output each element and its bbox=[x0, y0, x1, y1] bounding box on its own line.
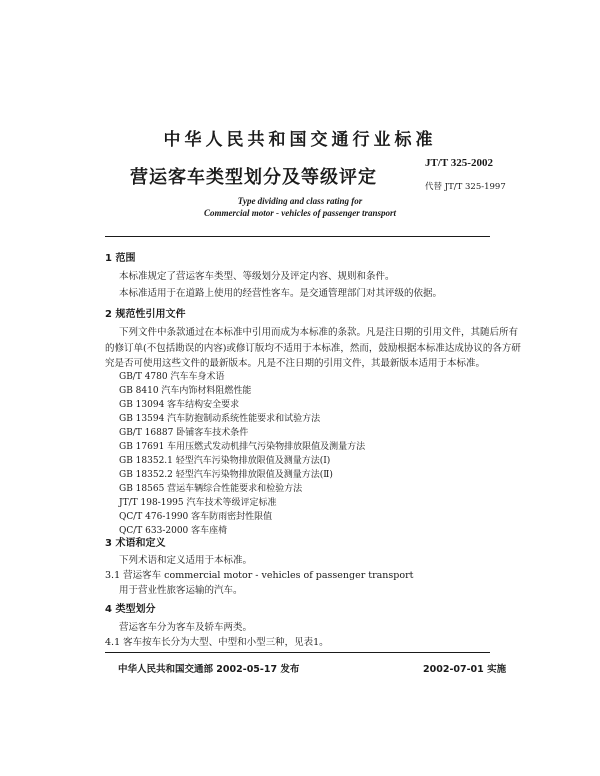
issue-date: 中华人民共和国交通部 2002-05-17 发布 bbox=[118, 664, 300, 675]
document-title-en bbox=[0, 195, 600, 219]
reference-item: GB 13094 客车结构安全要求 bbox=[119, 400, 240, 410]
effective-date: 2002-07-01 实施 bbox=[423, 664, 507, 675]
reference-item: GB 18352.1 轻型汽车污染物排放限值及测量方法(Ⅰ) bbox=[119, 456, 331, 466]
section-2-intro-line-3: 究是否可使用这些文件的最新版本。凡是不注日期的引用文件，其最新版本适用于本标准。 bbox=[105, 358, 486, 369]
header-divider bbox=[105, 236, 490, 237]
reference-item: QC/T 476-1990 客车防雨密封性限值 bbox=[119, 512, 273, 522]
title-en-line-1: Type dividing and class rating for bbox=[237, 196, 363, 206]
document-title-cn: 营运客车类型划分及等级评定 bbox=[130, 167, 377, 188]
section-1-line-2: 本标准适用于在道路上使用的经营性客车。是交通管理部门对其评级的依据。 bbox=[119, 288, 443, 299]
section-2-heading: 2 规范性引用文件 bbox=[105, 309, 186, 320]
section-3-intro: 下列术语和定义适用于本标准。 bbox=[119, 555, 253, 566]
reference-item: GB 13594 汽车防抱制动系统性能要求和试验方法 bbox=[119, 414, 321, 424]
section-2-intro-line-2: 的修订单(不包括勘误的内容)或修订版均不适用于本标准，然而，鼓励根据本标准达成协议的各方研 bbox=[105, 343, 521, 354]
reference-item: JT/T 198-1995 汽车技术等级评定标准 bbox=[119, 498, 277, 508]
title-en-line-2: Commercial motor - vehicles of passenger transport bbox=[204, 208, 396, 218]
reference-item: GB 8410 汽车内饰材料阻燃性能 bbox=[119, 386, 252, 396]
reference-item: QC/T 633-2000 客车座椅 bbox=[119, 526, 228, 536]
reference-item: GB 18565 营运车辆综合性能要求和检验方法 bbox=[119, 484, 303, 494]
reference-item: GB/T 4780 汽车车身术语 bbox=[119, 372, 225, 382]
replaces-note: 代替 JT/T 325-1997 bbox=[425, 182, 506, 192]
reference-item: GB 18352.2 轻型汽车污染物排放限值及测量方法(Ⅱ) bbox=[119, 470, 333, 480]
reference-item: GB/T 16887 卧铺客车技术条件 bbox=[119, 428, 249, 438]
section-4-intro: 营运客车分为客车及轿车两类。 bbox=[119, 622, 253, 633]
clause-4-1: 4.1 客车按车长分为大型、中型和小型三种，见表1。 bbox=[105, 637, 329, 648]
section-1-line-1: 本标准规定了营运客车类型、等级划分及评定内容、规则和条件。 bbox=[119, 271, 395, 282]
definition-3-1-text: 用于营业性旅客运输的汽车。 bbox=[119, 585, 243, 596]
issuer-title: 中华人民共和国交通行业标准 bbox=[163, 130, 437, 150]
section-3-heading: 3 术语和定义 bbox=[105, 538, 166, 549]
reference-item: GB 17691 车用压燃式发动机排气污染物排放限值及测量方法 bbox=[119, 442, 366, 452]
section-1-heading: 1 范围 bbox=[105, 253, 136, 264]
definition-3-1-term: 3.1 营运客车 commercial motor - vehicles of passenger transport bbox=[105, 570, 414, 581]
section-4-heading: 4 类型划分 bbox=[105, 604, 156, 615]
footer-divider bbox=[105, 652, 490, 653]
standard-number: JT/T 325-2002 bbox=[425, 157, 493, 169]
section-2-intro-line-1: 下列文件中条款通过在本标准中引用而成为本标准的条款。凡是注日期的引用文件，其随后所有 bbox=[119, 327, 519, 338]
